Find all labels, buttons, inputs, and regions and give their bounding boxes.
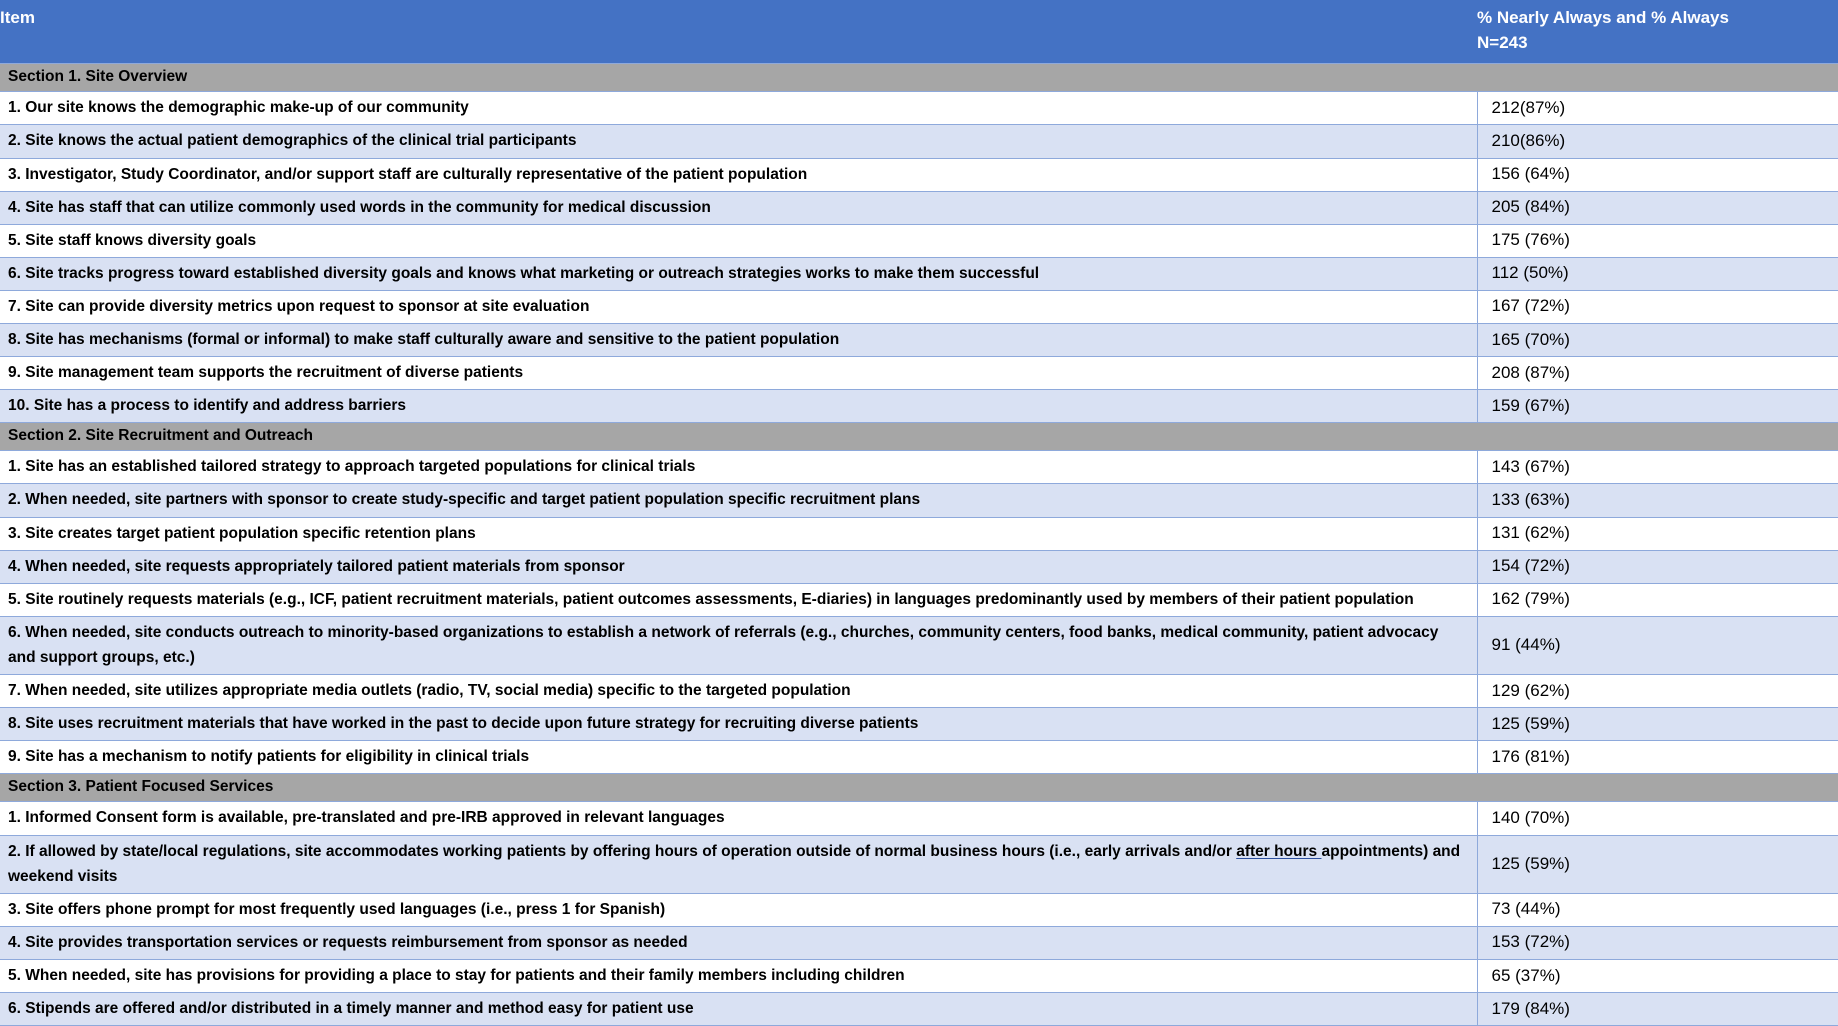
item-cell [0,835,1477,893]
table-row [0,484,1838,517]
item-cell: 4. Site provides transportation services or requests reimbursement from sponsor as needed [0,926,1477,959]
value-cell: 91 (44%) [1477,616,1838,674]
header-row [0,0,1838,64]
item-cell: 2. When needed, site partners with sponsor to create study-specific and target patient population specific recruitment plans [0,484,1477,517]
table-row [0,257,1838,290]
table-row [0,960,1838,993]
value-cell: 179 (84%) [1477,993,1838,1026]
column-header-item: Item [0,8,35,27]
item-cell: 9. Site has a mechanism to notify patients for eligibility in clinical trials [0,741,1477,774]
column-header-value-line2: N=243 [1477,32,1528,52]
item-text-underlined: after hours [1236,842,1322,860]
table-row [0,708,1838,741]
value-cell: 208 (87%) [1477,357,1838,390]
table-row [0,224,1838,257]
table-row [0,993,1838,1026]
item-cell: 10. Site has a process to identify and address barriers [0,390,1477,423]
item-cell: 7. When needed, site utilizes appropriate media outlets (radio, TV, social media) specific to the targeted population [0,675,1477,708]
section-value-spacer [1477,64,1838,92]
table-body [0,64,1838,1026]
value-cell: 125 (59%) [1477,708,1838,741]
table-row [0,926,1838,959]
table-row [0,357,1838,390]
value-cell: 162 (79%) [1477,583,1838,616]
value-cell: 125 (59%) [1477,835,1838,893]
value-cell: 165 (70%) [1477,324,1838,357]
table-row [0,741,1838,774]
item-cell: 1. Site has an established tailored strategy to approach targeted populations for clinical trials [0,451,1477,484]
table-row [0,616,1838,674]
table-row [0,675,1838,708]
section-value-spacer [1477,423,1838,451]
section-title: Section 2. Site Recruitment and Outreach [0,423,1477,451]
section-title: Section 1. Site Overview [0,64,1477,92]
item-cell: 6. Site tracks progress toward established diversity goals and knows what marketing or outreach strategies works to make them successful [0,257,1477,290]
item-cell: 5. When needed, site has provisions for providing a place to stay for patients and their family members including children [0,960,1477,993]
table-row [0,802,1838,835]
column-header-value-line1: % Nearly Always and % Always [1477,8,1729,27]
value-cell: 205 (84%) [1477,191,1838,224]
item-cell: 8. Site has mechanisms (formal or informal) to make staff culturally aware and sensitive to the patient population [0,324,1477,357]
value-cell: 129 (62%) [1477,675,1838,708]
item-cell: 3. Site creates target patient population specific retention plans [0,517,1477,550]
table-header [0,0,1838,64]
value-cell: 131 (62%) [1477,517,1838,550]
item-cell: 5. Site staff knows diversity goals [0,224,1477,257]
value-cell: 143 (67%) [1477,451,1838,484]
item-cell: 8. Site uses recruitment materials that have worked in the past to decide upon future strategy for recruiting diverse patients [0,708,1477,741]
table-row [0,390,1838,423]
value-cell: 175 (76%) [1477,224,1838,257]
section-header-row [0,774,1838,802]
item-cell: 6. When needed, site conducts outreach to minority-based organizations to establish a network of referrals (e.g., churches, community centers, food banks, medical community, patient advocacy and support groups, etc.) [0,616,1477,674]
section-title: Section 3. Patient Focused Services [0,774,1477,802]
table-row [0,92,1838,125]
table-row [0,835,1838,893]
section-header-row [0,423,1838,451]
item-cell: 3. Investigator, Study Coordinator, and/or support staff are culturally representative of the patient population [0,158,1477,191]
table-row [0,290,1838,323]
table-row [0,451,1838,484]
value-cell: 210(86%) [1477,125,1838,158]
section-header-row [0,64,1838,92]
column-header-value [1477,0,1838,64]
value-cell: 133 (63%) [1477,484,1838,517]
value-cell: 156 (64%) [1477,158,1838,191]
item-cell: 4. Site has staff that can utilize commonly used words in the community for medical discussion [0,191,1477,224]
item-cell: 5. Site routinely requests materials (e.g., ICF, patient recruitment materials, patient outcomes assessments, E-diaries) in languages predominantly used by members of their patient population [0,583,1477,616]
item-text-part: 2. If allowed by state/local regulations, site accommodates working patients by offering hours of operation outside of normal business hours (i.e., early arrivals and/or [8,842,1237,860]
table-row [0,191,1838,224]
value-cell: 167 (72%) [1477,290,1838,323]
value-cell: 112 (50%) [1477,257,1838,290]
table-row [0,550,1838,583]
item-cell: 2. Site knows the actual patient demographics of the clinical trial participants [0,125,1477,158]
item-cell: 1. Informed Consent form is available, pre-translated and pre-IRB approved in relevant languages [0,802,1477,835]
value-cell: 154 (72%) [1477,550,1838,583]
item-cell: 4. When needed, site requests appropriately tailored patient materials from sponsor [0,550,1477,583]
table-row [0,324,1838,357]
value-cell: 159 (67%) [1477,390,1838,423]
table-row [0,893,1838,926]
table-row [0,125,1838,158]
table-row [0,158,1838,191]
item-cell: 6. Stipends are offered and/or distributed in a timely manner and method easy for patient use [0,993,1477,1026]
item-cell: 7. Site can provide diversity metrics upon request to sponsor at site evaluation [0,290,1477,323]
item-cell: 9. Site management team supports the recruitment of diverse patients [0,357,1477,390]
item-cell: 3. Site offers phone prompt for most frequently used languages (i.e., press 1 for Spanish) [0,893,1477,926]
item-cell: 1. Our site knows the demographic make-up of our community [0,92,1477,125]
item-text-part: appointments) and weekend visits [8,842,1461,885]
table-row [0,583,1838,616]
value-cell: 153 (72%) [1477,926,1838,959]
section-value-spacer [1477,774,1838,802]
table-row [0,517,1838,550]
value-cell: 140 (70%) [1477,802,1838,835]
value-cell: 65 (37%) [1477,960,1838,993]
value-cell: 212(87%) [1477,92,1838,125]
value-cell: 73 (44%) [1477,893,1838,926]
value-cell: 176 (81%) [1477,741,1838,774]
